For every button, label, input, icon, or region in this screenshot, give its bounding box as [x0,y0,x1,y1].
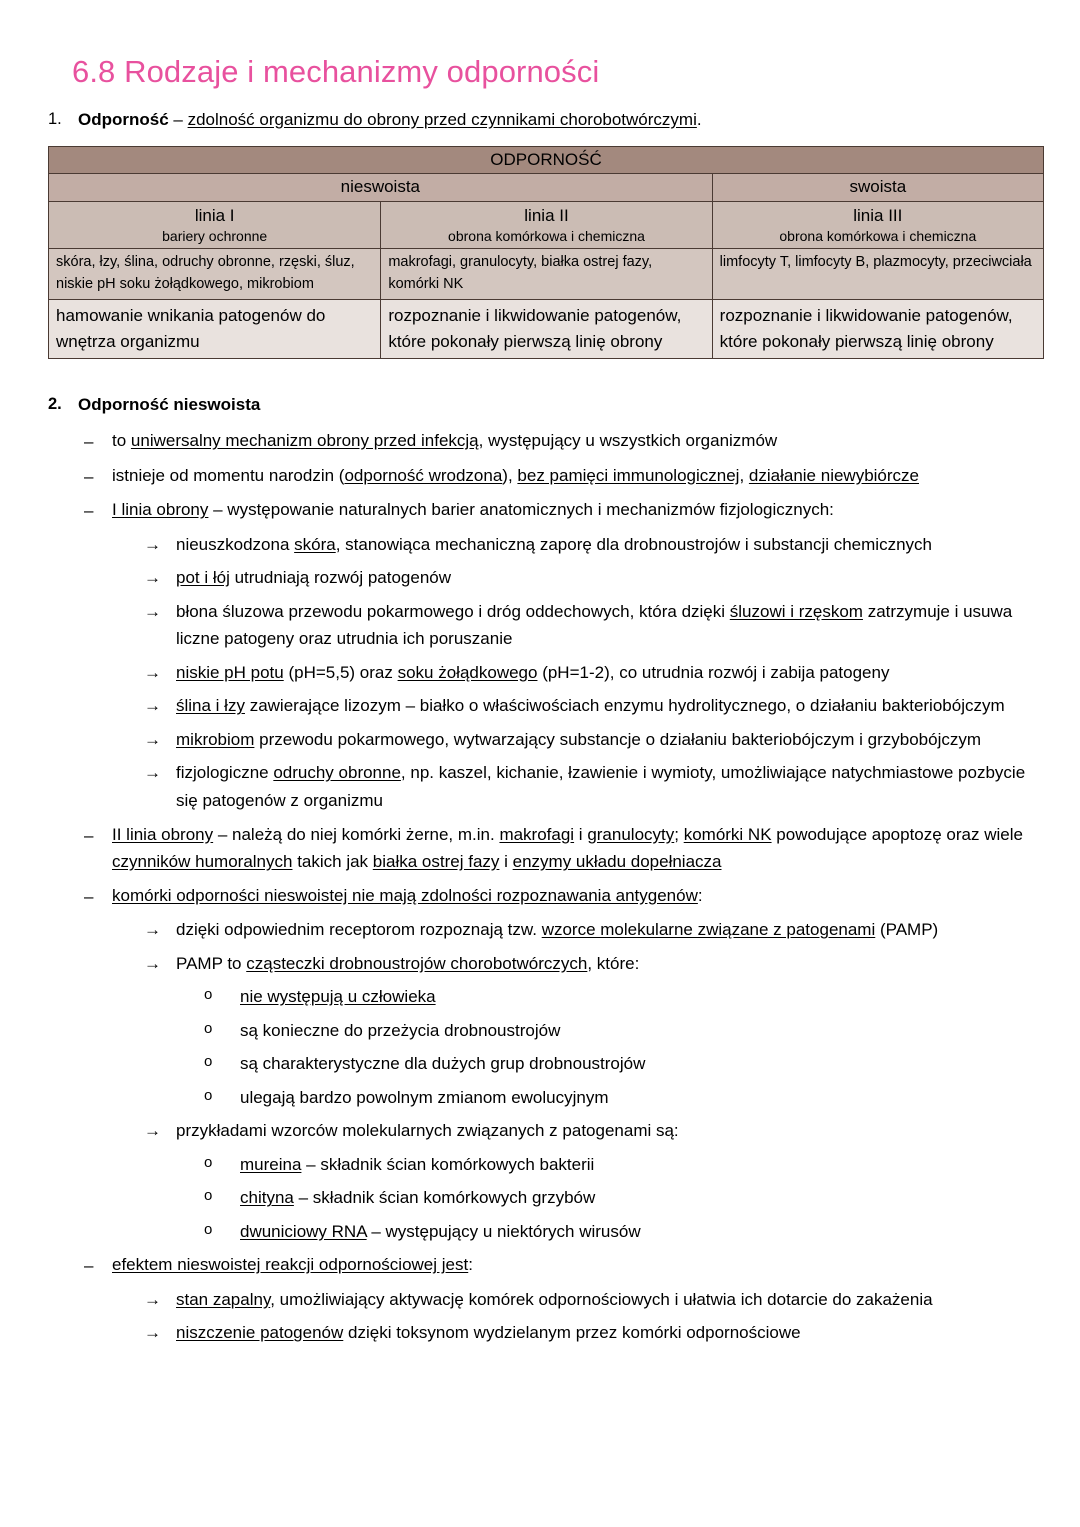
bullet-text [176,916,1044,944]
circle-bullet-icon: o [204,986,213,1004]
text-mid: (pH=5,5) oraz [283,662,398,682]
text-post: : [468,1255,473,1275]
table-row-elements [49,249,1044,300]
text-mid-2: i [574,824,588,844]
text-underlined: ślina i łzy [176,696,245,716]
text-pre: istnieje od momentu narodzin ( [112,465,345,485]
dash-bullet-icon: – [84,825,94,845]
bullet-uniwersalny-mechanizm [84,427,1044,456]
text-post: , występujący u wszystkich organizmów [478,431,778,451]
table-header-nieswoista: nieswoista [49,174,713,201]
text-underlined: uniwersalny mechanizm obrony przed infekcją [130,431,479,451]
arrow-bullet-icon: → [144,729,161,749]
text-post: – występowanie naturalnych barier anatomicznych i mechanizmów fizjologicznych: [208,500,834,520]
dash-bullet-icon: – [84,886,94,906]
text-underlined: mikrobiom [176,729,255,749]
bullet-efekt-reakcji [84,1251,1044,1280]
list-item-1 [48,108,1044,132]
table-cell-function-1: hamowanie wnikania patogenów do wnętrza organizmu [49,299,381,359]
arrow-bullet-icon: → [144,763,161,783]
text-underlined: chityna [240,1188,294,1208]
arrow-bullet-icon: → [144,1323,161,1343]
table-cell-function-3: rozpoznanie i likwidowanie patogenów, które pokonały pierwszą linię obrony [712,299,1043,359]
list-marker: 1. [48,109,62,128]
text-post: dzięki toksynom wydzielanym przez komórki odpornościowe [343,1323,801,1343]
pamp-example-item [204,1151,1044,1179]
pamp-example-item [204,1218,1044,1246]
text-post: zawierające lizozym – białko o właściwościach enzymu hydrolitycznego, o działaniu bakteriobójczym [244,696,1005,716]
table-cell-elements-1: skóra, łzy, ślina, odruchy obronne, rzęski, śluz, niskie pH soku żołądkowego, mikrobiom [49,249,381,300]
text-pre: fizjologiczne [176,763,274,783]
pamp-property-item [204,1017,1044,1045]
table-row-header-sub [49,174,1044,201]
linia-1-name: linia I [194,205,235,225]
linia-3-desc: obrona komórkowa i chemiczna [779,227,977,244]
circle-bullet-icon: o [204,1153,213,1171]
text-post: ulegają bardzo powolnym zmianom ewolucyjnym [240,1087,609,1107]
linia-2-name: linia II [524,205,569,225]
section-odpornosc-nieswoista [48,393,1044,1347]
text-underlined-3: granulocyty [587,824,675,844]
text-mid-2: , [739,465,749,485]
table-row-lines [49,201,1044,249]
text-post: (PAMP) [875,920,939,940]
section-heading: Odporność nieswoista [78,395,261,415]
bullet-text [176,659,1044,687]
text-underlined-3: działanie niewybiórcze [748,465,919,485]
text-underlined: I linia obrony [112,500,209,520]
sub-bullet-niskie-ph [144,659,1044,687]
bullet-text [240,1017,1044,1045]
period: . [696,109,702,129]
bullet-text [240,1184,1044,1212]
text-underlined-2: bez pamięci immunologicznej [517,465,740,485]
bullet-ii-linia-obrony [84,821,1044,876]
term-odpornosc: Odporność [78,109,169,129]
bullet-text [176,950,1044,978]
text-mid-4: powodujące apoptozę oraz wiele [771,824,1023,844]
text-mid-1: – należą do niej komórki żerne, m.in. [213,824,500,844]
text-post: zatrzymuje i usuwa liczne patogeny oraz utrudnia ich poruszanie [176,601,1013,649]
pamp-property-item [204,983,1044,1011]
bullet-text [112,1251,1044,1279]
bullet-text [240,1050,1044,1078]
pamp-property-item [204,1084,1044,1112]
arrow-bullet-icon: → [144,534,161,554]
text-underlined: pot i łój [176,568,230,588]
text-post: są konieczne do przeżycia drobnoustrojów [240,1020,561,1040]
arrow-bullet-icon: → [144,1289,161,1309]
text-mid-5: takich jak [292,852,373,872]
table-header-swoista: swoista [712,174,1043,201]
text-pre: PAMP to [176,953,247,973]
bullet-text [176,531,1044,559]
sub-bullet-blona-sluzowa [144,598,1044,653]
circle-bullet-icon: o [204,1086,213,1104]
table-cell-elements-3: limfocyty T, limfocyty B, plazmocyty, przeciwciała [712,249,1043,300]
bullet-text [240,983,1044,1011]
bullet-text [112,821,1044,876]
arrow-bullet-icon: → [144,1121,161,1141]
linia-2-desc: obrona komórkowa i chemiczna [448,227,645,244]
table-row-functions [49,299,1044,359]
bullet-text [176,1286,1044,1314]
text-post: (pH=1-2), co utrudnia rozwój i zabija patogeny [537,662,890,682]
text-underlined: nie występują u człowieka [240,987,436,1007]
text-post: przewodu pokarmowego, wytwarzający substancje o działaniu bakteriobójczym i grzybobójczym [254,729,982,749]
text-underlined: niszczenie patogenów [176,1323,344,1343]
text-underlined: wzorce molekularne związane z patogenami [541,920,876,940]
list-item-2 [48,393,1044,418]
bullet-text: przykładami wzorców molekularnych związanych z patogenami są: [176,1121,679,1141]
page-title: 6.8 Rodzaje i mechanizmy odporności [72,54,600,89]
bullet-text [240,1218,1044,1246]
text-underlined-1: niskie pH potu [176,662,284,682]
text-pre: to [112,431,131,451]
bullet-i-linia-obrony [84,496,1044,525]
dash-bullet-icon: – [84,432,94,452]
pamp-property-item [204,1050,1044,1078]
dash: – [168,109,188,129]
sub-bullet-przyklady-wzorcow [144,1117,1044,1145]
text-underlined: dwuniciowy RNA [240,1221,367,1241]
bullet-text [240,1151,1044,1179]
text-underlined: śluzowi i rzęskom [729,601,863,621]
text-underlined-2: soku żołądkowego [397,662,538,682]
text-underlined: skóra [294,534,336,554]
text-underlined: efektem nieswoistej reakcji odpornościowej jest [112,1255,469,1275]
arrow-bullet-icon: → [144,568,161,588]
linia-3-name: linia III [853,205,903,225]
sub-bullet-pamp-definicja [144,950,1044,978]
bullet-text [112,462,1044,490]
bullet-text [240,1084,1044,1112]
text-underlined-4: komórki NK [683,824,772,844]
text-mid-3: ; [674,824,684,844]
bullet-brak-rozpoznawania-antygenow [84,882,1044,911]
pamp-example-item [204,1184,1044,1212]
sub-bullet-slina-i-lzy [144,692,1044,720]
bullet-text [176,564,1044,592]
circle-bullet-icon: o [204,1019,213,1037]
text-underlined: odruchy obronne [273,763,401,783]
arrow-bullet-icon: → [144,696,161,716]
table-header-main: ODPORNOŚĆ [49,146,1044,173]
table-cell-function-2: rozpoznanie i likwidowanie patogenów, które pokonały pierwszą linię obrony [381,299,712,359]
bullet-text [176,759,1044,814]
text-pre: nieuszkodzona [176,534,295,554]
dash-bullet-icon: – [84,501,94,521]
text-underlined: mureina [240,1154,302,1174]
linia-1-desc: bariery ochronne [162,227,268,244]
table-cell-elements-2: makrofagi, granulocyty, białka ostrej fazy, komórki NK [381,249,712,300]
bullet-text [176,1319,1044,1347]
bullet-text [112,427,1044,455]
table-cell-linia-1 [49,201,381,249]
arrow-bullet-icon: → [144,601,161,621]
text-underlined: stan zapalny [176,1289,271,1309]
sub-bullet-stan-zapalny [144,1286,1044,1314]
sub-bullet-skora [144,531,1044,559]
text-underlined-1: II linia obrony [112,824,214,844]
sub-bullet-niszczenie-patogenow [144,1319,1044,1347]
circle-bullet-icon: o [204,1053,213,1071]
circle-bullet-icon: o [204,1220,213,1238]
bullet-text [112,882,1044,910]
bullet-text [176,598,1044,653]
text-underlined-6: białka ostrej fazy [372,852,500,872]
text-pre: dzięki odpowiednim receptorom rozpoznają tzw. [176,920,542,940]
text-underlined: cząsteczki drobnoustrojów chorobotwórczych [246,953,588,973]
text-mid-6: i [499,852,513,872]
text-underlined: komórki odporności nieswoistej nie mają zdolności rozpoznawania antygenów [112,885,698,905]
circle-bullet-icon: o [204,1187,213,1205]
text-underlined-1: odporność wrodzona [344,465,503,485]
list-marker: 2. [48,395,62,414]
text-post: , stanowiąca mechaniczną zaporę dla drobnoustrojów i substancji chemicznych [335,534,932,554]
dash-bullet-icon: – [84,1256,94,1276]
bullet-text [176,726,1044,754]
sub-bullet-mikrobiom [144,726,1044,754]
sub-bullet-odruchy-obronne [144,759,1044,814]
text-post: , które: [587,953,640,973]
text-post: są charakterystyczne dla dużych grup drobnoustrojów [240,1054,646,1074]
sub-bullet-receptory-pamp [144,916,1044,944]
table-cell-linia-2 [381,201,712,249]
text-pre: błona śluzowa przewodu pokarmowego i dróg oddechowych, która dzięki [176,601,730,621]
sub-bullet-pot-i-loj [144,564,1044,592]
arrow-bullet-icon: → [144,662,161,682]
text-post: : [697,885,703,905]
odpornosc-table [48,146,1044,360]
text-underlined-2: makrofagi [499,824,575,844]
bullet-odpornosc-wrodzona [84,462,1044,491]
text-post: utrudniają rozwój patogenów [229,568,452,588]
dash-bullet-icon: – [84,466,94,486]
table-cell-linia-3 [712,201,1043,249]
bullet-text [112,496,1044,524]
table-row-header-main [49,146,1044,173]
arrow-bullet-icon: → [144,953,161,973]
text-mid-1: ), [502,465,518,485]
text-post: – składnik ścian komórkowych grzybów [293,1188,596,1208]
text-post: , umożliwiający aktywację komórek odpornościowych i ułatwia ich dotarcie do zakażenia [270,1289,933,1309]
bullet-text [176,692,1044,720]
text-underlined-5: czynników humoralnych [112,852,293,872]
definition-odpornosc [78,108,1044,132]
text-post: , np. kaszel, kichanie, łzawienie i wymioty, umożliwiające natychmiastowe pozbycie się patogenów z organizmu [176,763,1026,810]
arrow-bullet-icon: → [144,920,161,940]
definition-text: zdolność organizmu do obrony przed czynnikami chorobotwórczymi [187,109,697,129]
text-post: – składnik ścian komórkowych bakterii [301,1154,595,1174]
text-underlined-7: enzymy układu dopełniacza [512,852,722,872]
text-post: – występujący u niektórych wirusów [366,1221,641,1241]
